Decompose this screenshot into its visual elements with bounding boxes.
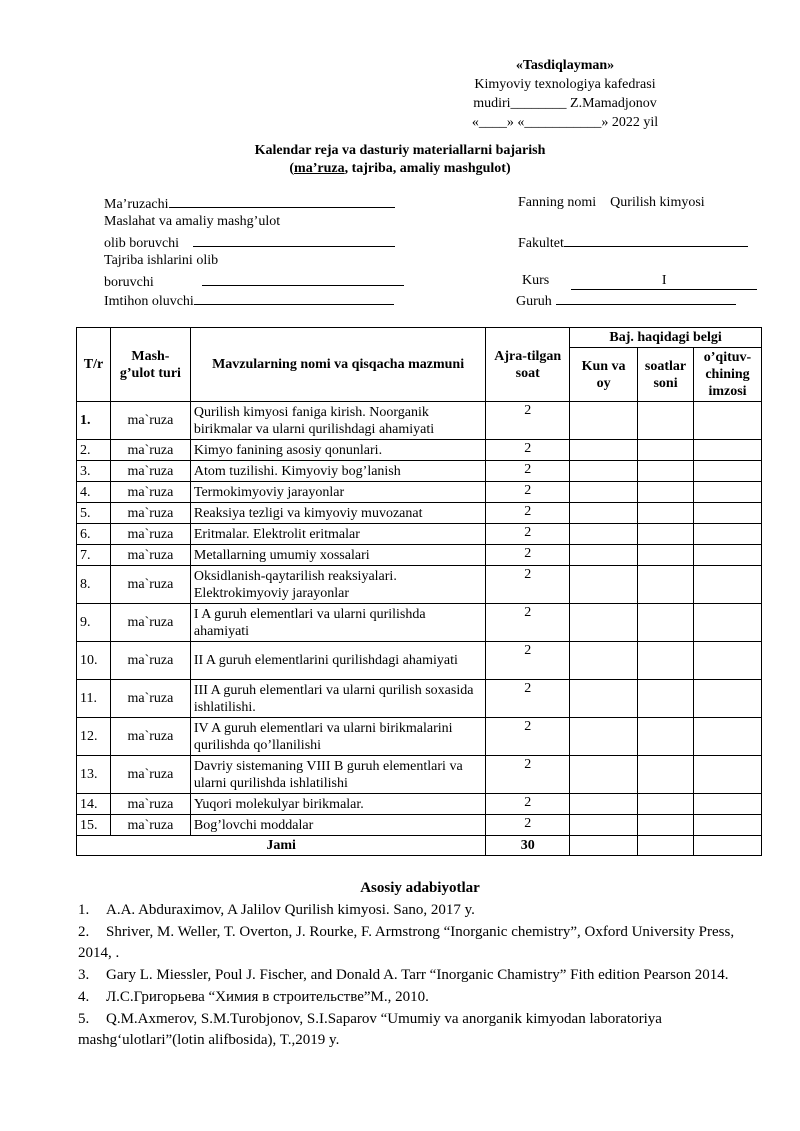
table-row <box>77 642 762 680</box>
literature-item <box>78 900 750 921</box>
row-type: ma`ruza <box>110 718 190 756</box>
row-hour-count <box>638 440 694 461</box>
consult-row <box>104 232 395 253</box>
row-topic: II A guruh elementlarini qurilishdagi ahamiyati <box>190 642 485 680</box>
row-hours: 2 <box>486 440 570 461</box>
row-topic: I A guruh elementlari va ularni qurilishda ahamiyati <box>190 604 485 642</box>
row-hours: 2 <box>486 545 570 566</box>
row-date <box>570 524 638 545</box>
table-row <box>77 461 762 482</box>
row-sign <box>694 524 762 545</box>
row-sign <box>694 604 762 642</box>
row-hour-count <box>638 503 694 524</box>
row-topic: Termokimyoviy jarayonlar <box>190 482 485 503</box>
header-hours: Ajra-tilgan soat <box>486 328 570 402</box>
row-hour-count <box>638 718 694 756</box>
title-line-1: Kalendar reja va dasturiy materiallarni bajarish <box>254 143 546 158</box>
table-row <box>77 566 762 604</box>
subject-value: Qurilish kimyosi <box>610 195 705 210</box>
row-sign <box>694 794 762 815</box>
literature-item <box>78 987 750 1008</box>
lab-line <box>202 271 404 286</box>
row-hours: 2 <box>486 482 570 503</box>
total-label: Jami <box>77 836 486 856</box>
table-row <box>77 440 762 461</box>
row-hour-count <box>638 815 694 836</box>
literature-item <box>78 965 750 986</box>
row-type: ma`ruza <box>110 545 190 566</box>
group-line <box>556 290 736 305</box>
literature-number: 5. <box>78 1011 90 1027</box>
row-hours: 2 <box>486 794 570 815</box>
literature-text: A.A. Abduraximov, A Jalilov Qurilish kimyosi. Sano, 2017 y. <box>106 902 475 918</box>
table-row <box>77 680 762 718</box>
literature-text: Л.С.Григорьева “Химия в строительстве”М., 2010. <box>106 989 429 1005</box>
approval-date: «____» «___________» 2022 yil <box>471 115 659 130</box>
examiner-row <box>104 290 394 311</box>
row-number: 3. <box>77 461 111 482</box>
row-sign <box>694 718 762 756</box>
row-sign <box>694 566 762 604</box>
consult-label-1: Maslahat va amaliy mashg’ulot <box>104 214 281 229</box>
literature-title: Asosiy adabiyotlar <box>360 880 480 896</box>
faculty-label: Fakultet <box>518 236 564 251</box>
literature-text: Shriver, M. Weller, T. Overton, J. Rourke, F. Armstrong “Inorganic chemistry”, Oxford University Press, 2014, . <box>78 924 735 961</box>
row-hours: 2 <box>486 461 570 482</box>
row-hour-count <box>638 604 694 642</box>
row-sign <box>694 680 762 718</box>
row-date <box>570 718 638 756</box>
table-row <box>77 524 762 545</box>
row-hours: 2 <box>486 756 570 794</box>
course-value: I <box>661 273 667 288</box>
row-type: ma`ruza <box>110 461 190 482</box>
row-number: 13. <box>77 756 111 794</box>
row-date <box>570 461 638 482</box>
table-body <box>77 402 762 836</box>
course-value-line <box>571 272 757 290</box>
title-underlined: ma’ruza <box>294 161 345 176</box>
table-row <box>77 503 762 524</box>
row-number: 6. <box>77 524 111 545</box>
row-sign <box>694 545 762 566</box>
row-type: ma`ruza <box>110 794 190 815</box>
row-topic: Metallarning umumiy xossalari <box>190 545 485 566</box>
examiner-line <box>194 290 394 305</box>
row-topic: III A guruh elementlari va ularni qurilish soxasida ishlatilishi. <box>190 680 485 718</box>
consult-label-2: olib boruvchi <box>104 236 180 251</box>
row-hour-count <box>638 794 694 815</box>
row-type: ma`ruza <box>110 503 190 524</box>
header-date: Kun va oy <box>570 348 638 402</box>
approval-title: «Tasdiqlayman» <box>515 58 615 73</box>
row-hour-count <box>638 524 694 545</box>
row-topic: Eritmalar. Elektrolit eritmalar <box>190 524 485 545</box>
row-number: 9. <box>77 604 111 642</box>
row-hours: 2 <box>486 642 570 680</box>
examiner-label: Imtihon oluvchi <box>104 294 194 309</box>
literature-number: 1. <box>78 902 90 918</box>
row-date <box>570 794 638 815</box>
title-line-2: (ma’ruza, tajriba, amaliy mashgulot) <box>289 161 511 176</box>
row-number: 8. <box>77 566 111 604</box>
course-row <box>522 271 757 290</box>
row-date <box>570 604 638 642</box>
calendar-plan-table <box>76 327 762 856</box>
row-date <box>570 815 638 836</box>
row-type: ma`ruza <box>110 604 190 642</box>
literature-text: Q.M.Axmerov, S.M.Turobjonov, S.I.Saparov “Umumiy va anorganik kimyodan laboratoriya mashg‘ulotlari”(lotin alifbosida), T.,2019 y. <box>78 1011 662 1048</box>
row-hours: 2 <box>486 402 570 440</box>
row-hour-count <box>638 402 694 440</box>
row-type: ma`ruza <box>110 566 190 604</box>
row-hour-count <box>638 756 694 794</box>
row-hours: 2 <box>486 604 570 642</box>
lecturer-label: Ma’ruzachi <box>104 197 169 212</box>
row-topic: IV A guruh elementlari va ularni birikmalarini qurilishda qo’llanilishi <box>190 718 485 756</box>
document-title <box>0 142 800 178</box>
header-type: Mash-g’ulot turi <box>110 328 190 402</box>
row-date <box>570 482 638 503</box>
faculty-row <box>518 232 748 253</box>
table-row <box>77 756 762 794</box>
row-type: ma`ruza <box>110 756 190 794</box>
row-number: 11. <box>77 680 111 718</box>
row-date <box>570 402 638 440</box>
row-number: 15. <box>77 815 111 836</box>
header-tr: T/r <box>77 328 111 402</box>
lab-row <box>104 271 404 292</box>
row-number: 1. <box>77 402 111 440</box>
faculty-line <box>564 232 748 247</box>
row-topic: Atom tuzilishi. Kimyoviy bog’lanish <box>190 461 485 482</box>
row-topic: Kimyo fanining asosiy qonunlari. <box>190 440 485 461</box>
row-date <box>570 503 638 524</box>
row-sign <box>694 402 762 440</box>
table-row <box>77 482 762 503</box>
lecturer-row <box>104 193 395 214</box>
header-topic: Mavzularning nomi va qisqacha mazmuni <box>190 328 485 402</box>
row-hour-count <box>638 545 694 566</box>
row-topic: Davriy sistemaning VIII B guruh elementlari va ularni qurilishda ishlatilishi <box>190 756 485 794</box>
row-topic: Oksidlanish-qaytarilish reaksiyalari. Elektrokimyoviy jarayonlar <box>190 566 485 604</box>
row-type: ma`ruza <box>110 680 190 718</box>
literature-item <box>78 1009 750 1051</box>
literature-number: 4. <box>78 989 90 1005</box>
row-topic: Yuqori molekulyar birikmalar. <box>190 794 485 815</box>
row-hour-count <box>638 461 694 482</box>
header-mark: Baj. haqidagi belgi <box>570 328 762 348</box>
row-hours: 2 <box>486 718 570 756</box>
lab-label-2: boruvchi <box>104 275 154 290</box>
table-row <box>77 402 762 440</box>
row-number: 14. <box>77 794 111 815</box>
row-number: 5. <box>77 503 111 524</box>
row-sign <box>694 756 762 794</box>
literature-text: Gary L. Miessler, Poul J. Fischer, and Donald A. Tarr “Inorganic Chamistry” Fith edition Pearson 2014. <box>106 967 729 983</box>
literature-item <box>78 922 750 964</box>
row-date <box>570 545 638 566</box>
row-hour-count <box>638 482 694 503</box>
table-row <box>77 794 762 815</box>
row-number: 10. <box>77 642 111 680</box>
row-hours: 2 <box>486 815 570 836</box>
row-hours: 2 <box>486 566 570 604</box>
row-hours: 2 <box>486 680 570 718</box>
row-number: 4. <box>77 482 111 503</box>
row-date <box>570 680 638 718</box>
row-topic: Reaksiya tezligi va kimyoviy muvozanat <box>190 503 485 524</box>
row-hour-count <box>638 566 694 604</box>
row-sign <box>694 461 762 482</box>
row-number: 2. <box>77 440 111 461</box>
lecturer-line <box>169 193 395 208</box>
row-date <box>570 566 638 604</box>
row-hours: 2 <box>486 524 570 545</box>
row-topic: Qurilish kimyosi faniga kirish. Noorganik birikmalar va ularni qurilishdagi ahamiyati <box>190 402 485 440</box>
subject-label: Fanning nomi <box>518 195 597 210</box>
row-type: ma`ruza <box>110 402 190 440</box>
header-sign: o’qituv-chining imzosi <box>694 348 762 402</box>
table-row <box>77 604 762 642</box>
table-row <box>77 545 762 566</box>
row-sign <box>694 815 762 836</box>
approval-head: mudiri________ Z.Mamadjonov <box>473 96 657 111</box>
group-label: Guruh <box>516 294 552 309</box>
header-hour-count: soatlar soni <box>638 348 694 402</box>
row-number: 12. <box>77 718 111 756</box>
approval-dept: Kimyoviy texnologiya kafedrasi <box>474 77 656 92</box>
row-type: ma`ruza <box>110 524 190 545</box>
row-date <box>570 642 638 680</box>
literature-number: 3. <box>78 967 90 983</box>
literature-list <box>78 900 750 1052</box>
row-number: 7. <box>77 545 111 566</box>
row-date <box>570 756 638 794</box>
literature-number: 2. <box>78 924 90 940</box>
group-row <box>516 290 736 311</box>
row-sign <box>694 642 762 680</box>
row-type: ma`ruza <box>110 482 190 503</box>
row-sign <box>694 482 762 503</box>
row-sign <box>694 503 762 524</box>
row-date <box>570 440 638 461</box>
row-hours: 2 <box>486 503 570 524</box>
row-hour-count <box>638 642 694 680</box>
row-type: ma`ruza <box>110 815 190 836</box>
course-label: Kurs <box>522 273 550 288</box>
subject-row <box>518 193 705 212</box>
row-type: ma`ruza <box>110 642 190 680</box>
lab-label-1: Tajriba ishlarini olib <box>104 253 219 268</box>
table-row <box>77 815 762 836</box>
row-sign <box>694 440 762 461</box>
row-hour-count <box>638 680 694 718</box>
row-topic: Bog’lovchi moddalar <box>190 815 485 836</box>
row-type: ma`ruza <box>110 440 190 461</box>
consult-line <box>193 232 395 247</box>
approval-block <box>440 56 690 132</box>
table-row <box>77 718 762 756</box>
total-value: 30 <box>486 836 570 856</box>
